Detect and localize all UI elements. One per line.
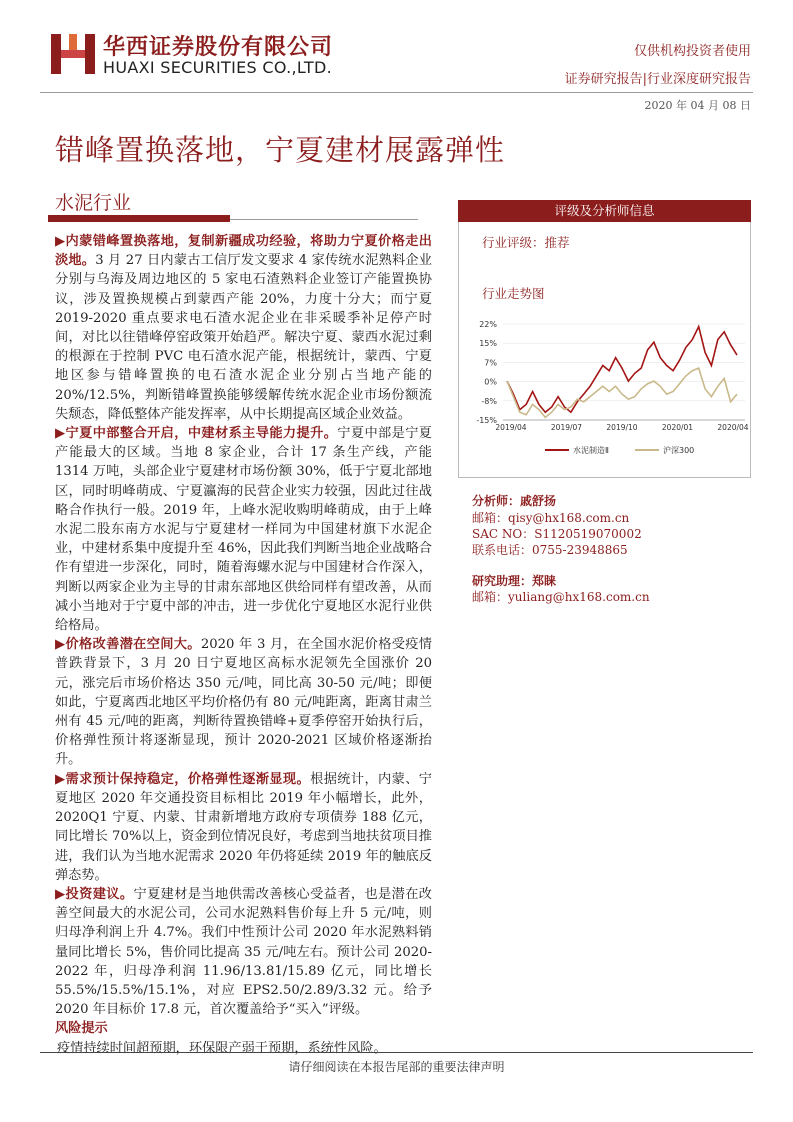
y-tick-label: -15% bbox=[476, 416, 497, 425]
industry-trend-chart bbox=[465, 312, 750, 462]
x-tick-label: 2019/04 bbox=[495, 423, 527, 432]
y-tick-label: -8% bbox=[481, 396, 497, 406]
email-label: 邮箱： bbox=[472, 590, 509, 604]
panel-header: 评级及分析师信息 bbox=[458, 200, 751, 222]
section-text: 宁夏中部是宁夏产能最大的区域。当地 8 家企业，合计 17 条生产线，产能 1314 万吨，头部企业宁夏建材市场份额 30%，低于宁夏北部地区，同时明峰萌成、宁夏瀛海的民营企业实力较强，因此过往战略合作执行一般。2019 年，上峰水泥收购明峰萌成，由于上峰水泥二股东南方水泥与宁夏建材一样同为中国建材旗下水泥企业，中建材系集中度提升至 46%，因此我们判断当地企业战略合作有望进一步深化，同时，随着海螺水泥与中国建材合作深入，判断以两家企业为主导的甘肃东部地区供给同样有望改善，从而减小当地对于宁夏中部的冲击，进一步优化宁夏地区水泥行业供给格局。 bbox=[55, 426, 432, 634]
series-line bbox=[507, 368, 737, 417]
page-title: 错峰置换落地，宁夏建材展露弹性 bbox=[55, 133, 506, 167]
analyst-email-row bbox=[472, 509, 629, 526]
sac-label: SAC NO： bbox=[472, 527, 535, 541]
arrow-icon: ▶ bbox=[55, 426, 66, 442]
huaxi-logo-icon bbox=[49, 30, 97, 78]
section-text: 宁夏建材是当地供需改善核心受益者，也是潜在改善空间最大的水泥公司，公司水泥熟料售价每上升 5 元/吨，则归母净利润上升 4.7%。我们中性预计公司 2020 年水泥熟料销量同比增长 5%，售价同比提高 35 元/吨左右。预计公司 2020-2022 年，归母净利润 11.96/13.81/15.89 亿元，同比增长 55.5%/15.5%/15.1%，对应 EPS2.50/2.89/3.32 元。给予 2020 年目标价 17.8 元，首次覆盖给予“买入”评级。 bbox=[55, 886, 432, 1018]
header-divider bbox=[40, 92, 753, 93]
series-line bbox=[507, 327, 737, 413]
section-heading: 宁夏中部整合开启，中建材系主导能力提升。 bbox=[65, 426, 338, 442]
y-tick-labels bbox=[476, 320, 497, 425]
section-1 bbox=[55, 232, 432, 424]
analyst-label: 分析师： bbox=[472, 494, 521, 508]
assistant-label: 研究助理： bbox=[472, 574, 533, 588]
y-tick-label: 7% bbox=[484, 358, 497, 368]
arrow-icon: ▶ bbox=[55, 234, 66, 249]
y-tick-label: 15% bbox=[479, 339, 497, 349]
x-tick-labels bbox=[495, 423, 748, 432]
footer-divider bbox=[40, 1052, 753, 1053]
industry-label: 水泥行业 bbox=[55, 192, 132, 214]
email-label: 邮箱： bbox=[472, 511, 509, 525]
section-5 bbox=[55, 885, 432, 1019]
section-4 bbox=[55, 770, 432, 885]
section-heading: 价格改善潜在空间大。 bbox=[65, 637, 201, 653]
summary-body bbox=[55, 232, 432, 1058]
industry-rating: 行业评级：推荐 bbox=[482, 235, 570, 250]
legal-notice: 请仔细阅读在本报告尾部的重要法律声明 bbox=[288, 1060, 505, 1074]
x-tick-label: 2020/04 bbox=[717, 423, 749, 432]
chart-series bbox=[507, 327, 737, 418]
section-text: 根据统计，内蒙、宁夏地区 2020 年交通投资目标相比 2019 年小幅增长，此外，2020Q1 宁夏、内蒙、甘肃新增地方政府专项债券 188 亿元，同比增长 70%以上，资金到位情况良好，考虑到当地扶贫项目推进，我们认为当地水泥需求 2020 年仍将延续 2019 年的触底反弹态势。 bbox=[55, 771, 432, 883]
x-tick-label: 2019/10 bbox=[606, 423, 638, 432]
chart-legend bbox=[545, 445, 694, 455]
analyst-email-link[interactable]: qisy@hx168.com.cn bbox=[508, 511, 630, 525]
legend-label: 水泥制造Ⅱ bbox=[573, 446, 609, 455]
legend-label: 沪深300 bbox=[663, 446, 695, 455]
audience-note: 仅供机构投资者使用 bbox=[633, 44, 751, 59]
assistant-name: 郑睐 bbox=[532, 574, 557, 588]
section-text: 3 月 27 日内蒙古工信厅发文要求 4 家传统水泥熟料企业分别与乌海及周边地区的 5 家电石渣熟料企业签订产能置换协议，涉及置换规模占到蒙西产能 20%，力度十分大；而宁夏 2019-2020 重点要求电石渣水泥企业在非采暖季补足停产时间，对比以往错峰停窑政策开始趋严。解决宁夏、蒙西水泥过剩的根源在于控制 PVC 电石渣水泥产能，根据统计，蒙西、宁夏地区参与错峰置换的电石渣水泥企业分别占当地产能的 20%/12.5%，判断错峰置换能够缓解传统水泥企业市场份额流失颓态，降低整体产能发挥率，从中长期提高区域企业效益。 bbox=[55, 253, 432, 422]
phone-label: 联系电话： bbox=[472, 543, 533, 557]
x-tick-label: 2019/07 bbox=[550, 423, 583, 432]
risk-text: 疫情持续时间超预期，环保限产弱于预期，系统性风险。 bbox=[57, 1040, 387, 1056]
company-name-cn: 华西证券股份有限公司 bbox=[103, 35, 334, 60]
section-heading: 投资建议。 bbox=[65, 886, 134, 902]
sac-row bbox=[472, 525, 642, 542]
section-heading: 内蒙错峰置换落地，复制新疆成功经验，将助力宁夏价格走出淡地。 bbox=[55, 234, 432, 269]
company-name-en: HUAXI SECURITIES CO.,LTD. bbox=[103, 58, 332, 77]
phone-row bbox=[472, 541, 628, 558]
section-3 bbox=[55, 635, 432, 769]
assistant-email-row bbox=[472, 588, 650, 605]
industry-bar bbox=[48, 215, 230, 222]
risk-heading: 风险提示 bbox=[55, 1021, 108, 1037]
analyst-row bbox=[472, 492, 556, 509]
sac-number: S1120519070002 bbox=[534, 527, 642, 541]
trend-chart-title: 行业走势图 bbox=[482, 286, 545, 301]
assistant-row bbox=[472, 572, 556, 589]
arrow-icon: ▶ bbox=[55, 771, 66, 787]
phone-number: 0755-23948865 bbox=[532, 543, 628, 557]
section-heading: 需求预计保持稳定，价格弹性逐渐显现。 bbox=[65, 771, 311, 787]
y-tick-label: 0% bbox=[484, 377, 497, 387]
section-text: 2020 年 3 月，在全国水泥价格受疫情普跌背景下，3 月 20 日宁夏地区高标水泥领先全国涨价 20 元，涨完后市场价格达 350 元/吨，同比高 30-50 元/吨；即便如此，宁夏离西北地区平均价格仍有 80 元/吨距离，距离甘肃兰州有 45 元/吨的距离，判断待置换错峰+夏季停窑开始执行后，价格弹性预计将逐渐显现，预计 2020-2021 区域价格逐渐抬升。 bbox=[55, 637, 432, 768]
assistant-email-link[interactable]: yuliang@hx168.com.cn bbox=[508, 590, 650, 604]
section-2 bbox=[55, 424, 432, 635]
arrow-icon: ▶ bbox=[55, 637, 66, 653]
arrow-icon: ▶ bbox=[55, 886, 66, 902]
industry-divider bbox=[230, 219, 418, 220]
analyst-name: 戚舒扬 bbox=[520, 494, 557, 508]
report-type: 证券研究报告|行业深度研究报告 bbox=[564, 72, 751, 87]
y-tick-label: 22% bbox=[479, 320, 497, 329]
report-date: 2020 年 04 月 08 日 bbox=[644, 99, 751, 112]
x-tick-label: 2020/01 bbox=[661, 423, 694, 432]
